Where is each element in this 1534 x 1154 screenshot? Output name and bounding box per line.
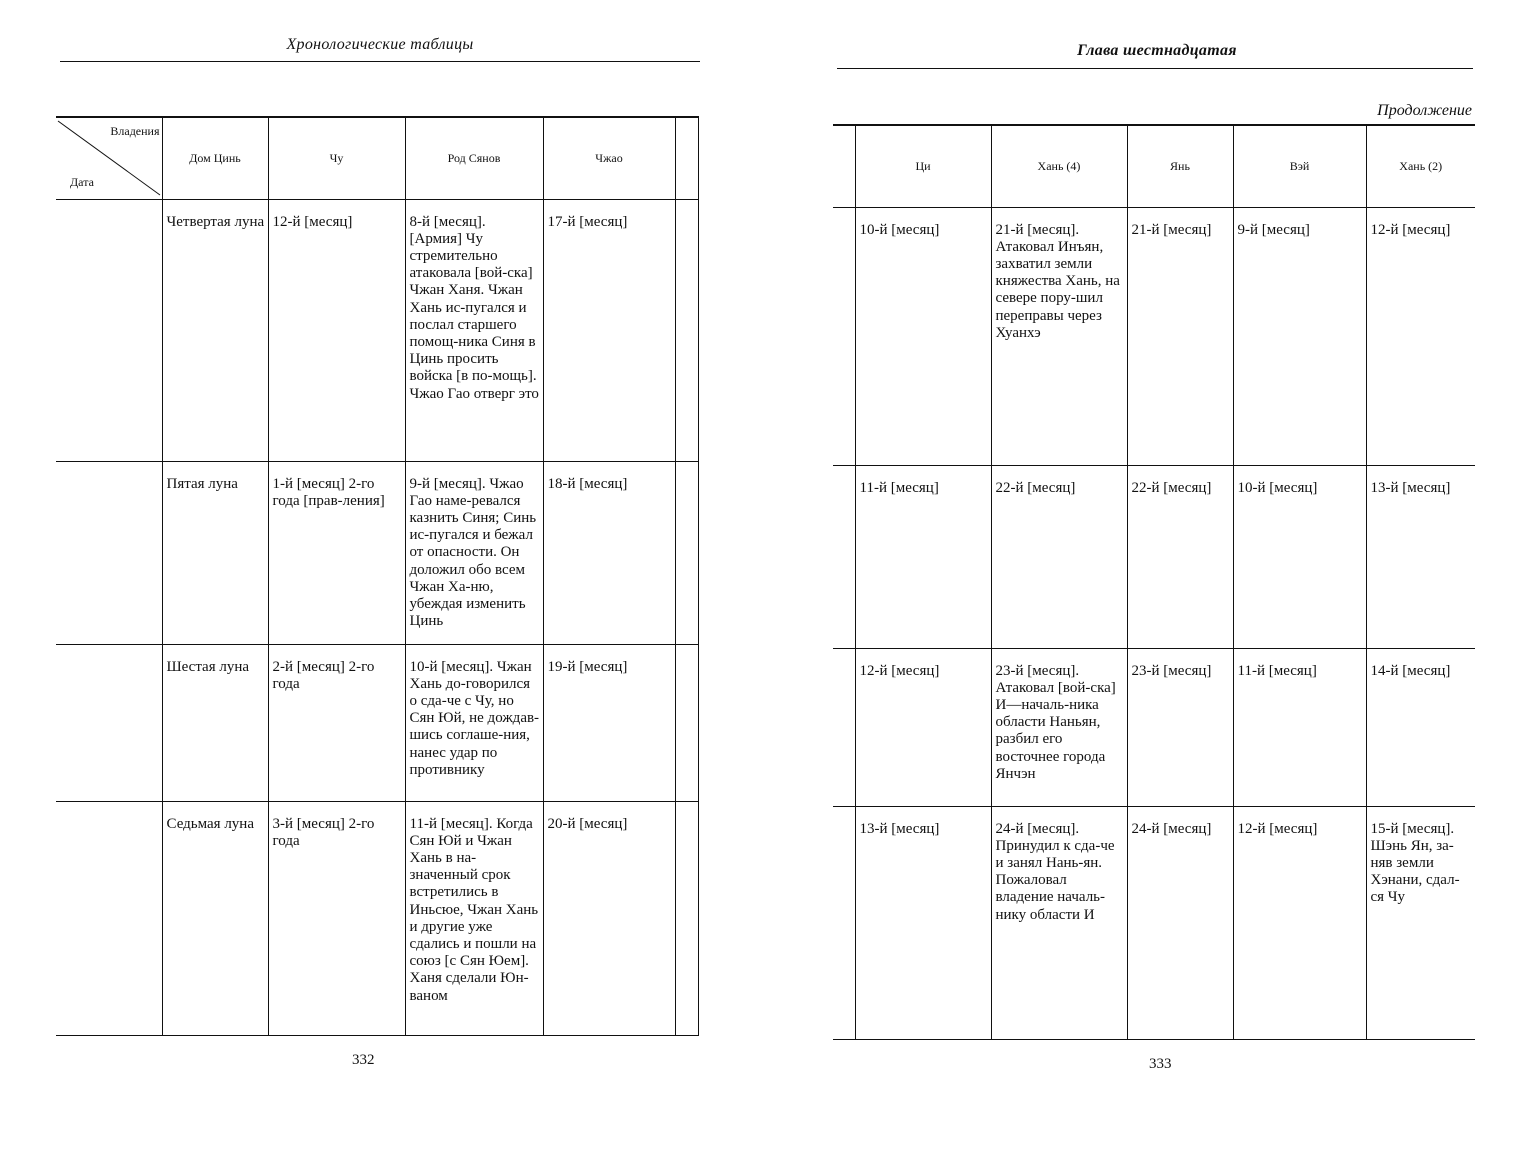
table-cell: 13-й [месяц] (1366, 465, 1475, 648)
empty-cell (833, 648, 855, 806)
table-cell: 22-й [месяц] (1127, 465, 1233, 648)
corner-label-date: Дата (70, 175, 94, 190)
date-cell: Седьмая луна (162, 801, 268, 1035)
table-row (56, 644, 698, 801)
table-row (56, 801, 698, 1035)
table-cell: 24-й [месяц] (1127, 806, 1233, 1039)
table-cell: 8-й [месяц]. [Армия] Чу стремительно атаковала [вой-ска] Чжан Ханя. Чжан Хань ис-пугался и послал старшего помощ-ника Синя в Цинь просить войска [в по-мощь]. Чжао Гао отверг это (405, 199, 543, 461)
table-row (833, 806, 1475, 1039)
column-header-empty (833, 125, 855, 207)
table-cell: 1-й [месяц] 2-го года [прав-ления] (268, 461, 405, 644)
table-row (56, 461, 698, 644)
table-cell: 10-й [месяц] (855, 207, 991, 465)
date-cell: Четвертая луна (162, 199, 268, 461)
table-cell: 11-й [месяц] (1233, 648, 1366, 806)
empty-cell (675, 199, 698, 461)
table-cell: 21-й [месяц]. Атаковал Инъян, захватил земли княжества Хань, на севере пору-шил переправы через Хуанхэ (991, 207, 1127, 465)
running-head: Глава шестнадцатая (1077, 42, 1237, 59)
table-row (833, 465, 1475, 648)
table-cell: 10-й [месяц] (1233, 465, 1366, 648)
table-cell: 11-й [месяц] (855, 465, 991, 648)
empty-cell (56, 461, 162, 644)
table-cell: 19-й [месяц] (543, 644, 675, 801)
table-cell: 12-й [месяц] (855, 648, 991, 806)
head-rule (837, 68, 1473, 69)
chronology-table (833, 124, 1475, 1040)
corner-label-realms: Владения (110, 124, 160, 139)
column-header: Ци (855, 125, 991, 207)
table-row (833, 648, 1475, 806)
table-cell: 2-й [месяц] 2-го года (268, 644, 405, 801)
column-header-empty (675, 117, 698, 199)
empty-cell (833, 207, 855, 465)
column-header: Чжао (543, 117, 675, 199)
column-header: Чу (268, 117, 405, 199)
table-cell: 24-й [месяц]. Принудил к сда-че и занял Нань-ян. Пожаловал владение началь-нику области И (991, 806, 1127, 1039)
running-head: Хронологические таблицы (286, 36, 474, 53)
page-number: 333 (1149, 1056, 1172, 1072)
column-header: Вэй (1233, 125, 1366, 207)
column-header: Дом Цинь (162, 117, 268, 199)
empty-cell (56, 644, 162, 801)
table-cell: 9-й [месяц] (1233, 207, 1366, 465)
table-row (56, 199, 698, 461)
table-cell: 12-й [месяц] (1366, 207, 1475, 465)
empty-cell (675, 461, 698, 644)
continuation-label: Продолжение (1377, 102, 1472, 119)
table-cell: 22-й [месяц] (991, 465, 1127, 648)
chronology-table (56, 116, 699, 1036)
empty-cell (675, 801, 698, 1035)
empty-cell (56, 199, 162, 461)
table-cell: 12-й [месяц] (268, 199, 405, 461)
page-number: 332 (352, 1052, 375, 1068)
empty-cell (833, 465, 855, 648)
table-cell: 17-й [месяц] (543, 199, 675, 461)
column-header: Янь (1127, 125, 1233, 207)
head-rule (60, 61, 700, 62)
corner-cell (56, 117, 162, 199)
table-cell: 21-й [месяц] (1127, 207, 1233, 465)
table-cell: 20-й [месяц] (543, 801, 675, 1035)
table-cell: 9-й [месяц]. Чжао Гао наме-ревался казнить Синя; Синь ис-пугался и бежал от опасности. Он доложил обо всем Чжан Ха-ню, убеждая изменить Цинь (405, 461, 543, 644)
right-page (767, 0, 1534, 1154)
column-header: Род Сянов (405, 117, 543, 199)
table-cell: 23-й [месяц]. Атаковал [вой-ска] И—началь-ника области Наньян, разбил его восточнее города Янчэн (991, 648, 1127, 806)
table-row (833, 207, 1475, 465)
date-cell: Шестая луна (162, 644, 268, 801)
empty-cell (56, 801, 162, 1035)
table-header-row (56, 117, 698, 199)
table-cell: 13-й [месяц] (855, 806, 991, 1039)
table-cell: 18-й [месяц] (543, 461, 675, 644)
empty-cell (675, 644, 698, 801)
table-cell: 11-й [месяц]. Когда Сян Юй и Чжан Хань в на-значенный срок встретились в Иньсюе, Чжан Хань и другие уже сдались и пошли на союз [с Сян Юем]. Ханя сделали Юн-ваном (405, 801, 543, 1035)
table-cell: 10-й [месяц]. Чжан Хань до-говорился о сда-че с Чу, но Сян Юй, не дождав-шись соглаше-ния, нанес удар по противнику (405, 644, 543, 801)
table-header-row (833, 125, 1475, 207)
table-cell: 23-й [месяц] (1127, 648, 1233, 806)
table-cell: 15-й [месяц]. Шэнь Ян, за-няв земли Хэнани, сдал-ся Чу (1366, 806, 1475, 1039)
date-cell: Пятая луна (162, 461, 268, 644)
column-header: Хань (4) (991, 125, 1127, 207)
column-header: Хань (2) (1366, 125, 1475, 207)
table-cell: 3-й [месяц] 2-го года (268, 801, 405, 1035)
empty-cell (833, 806, 855, 1039)
table-cell: 12-й [месяц] (1233, 806, 1366, 1039)
table-cell: 14-й [месяц] (1366, 648, 1475, 806)
